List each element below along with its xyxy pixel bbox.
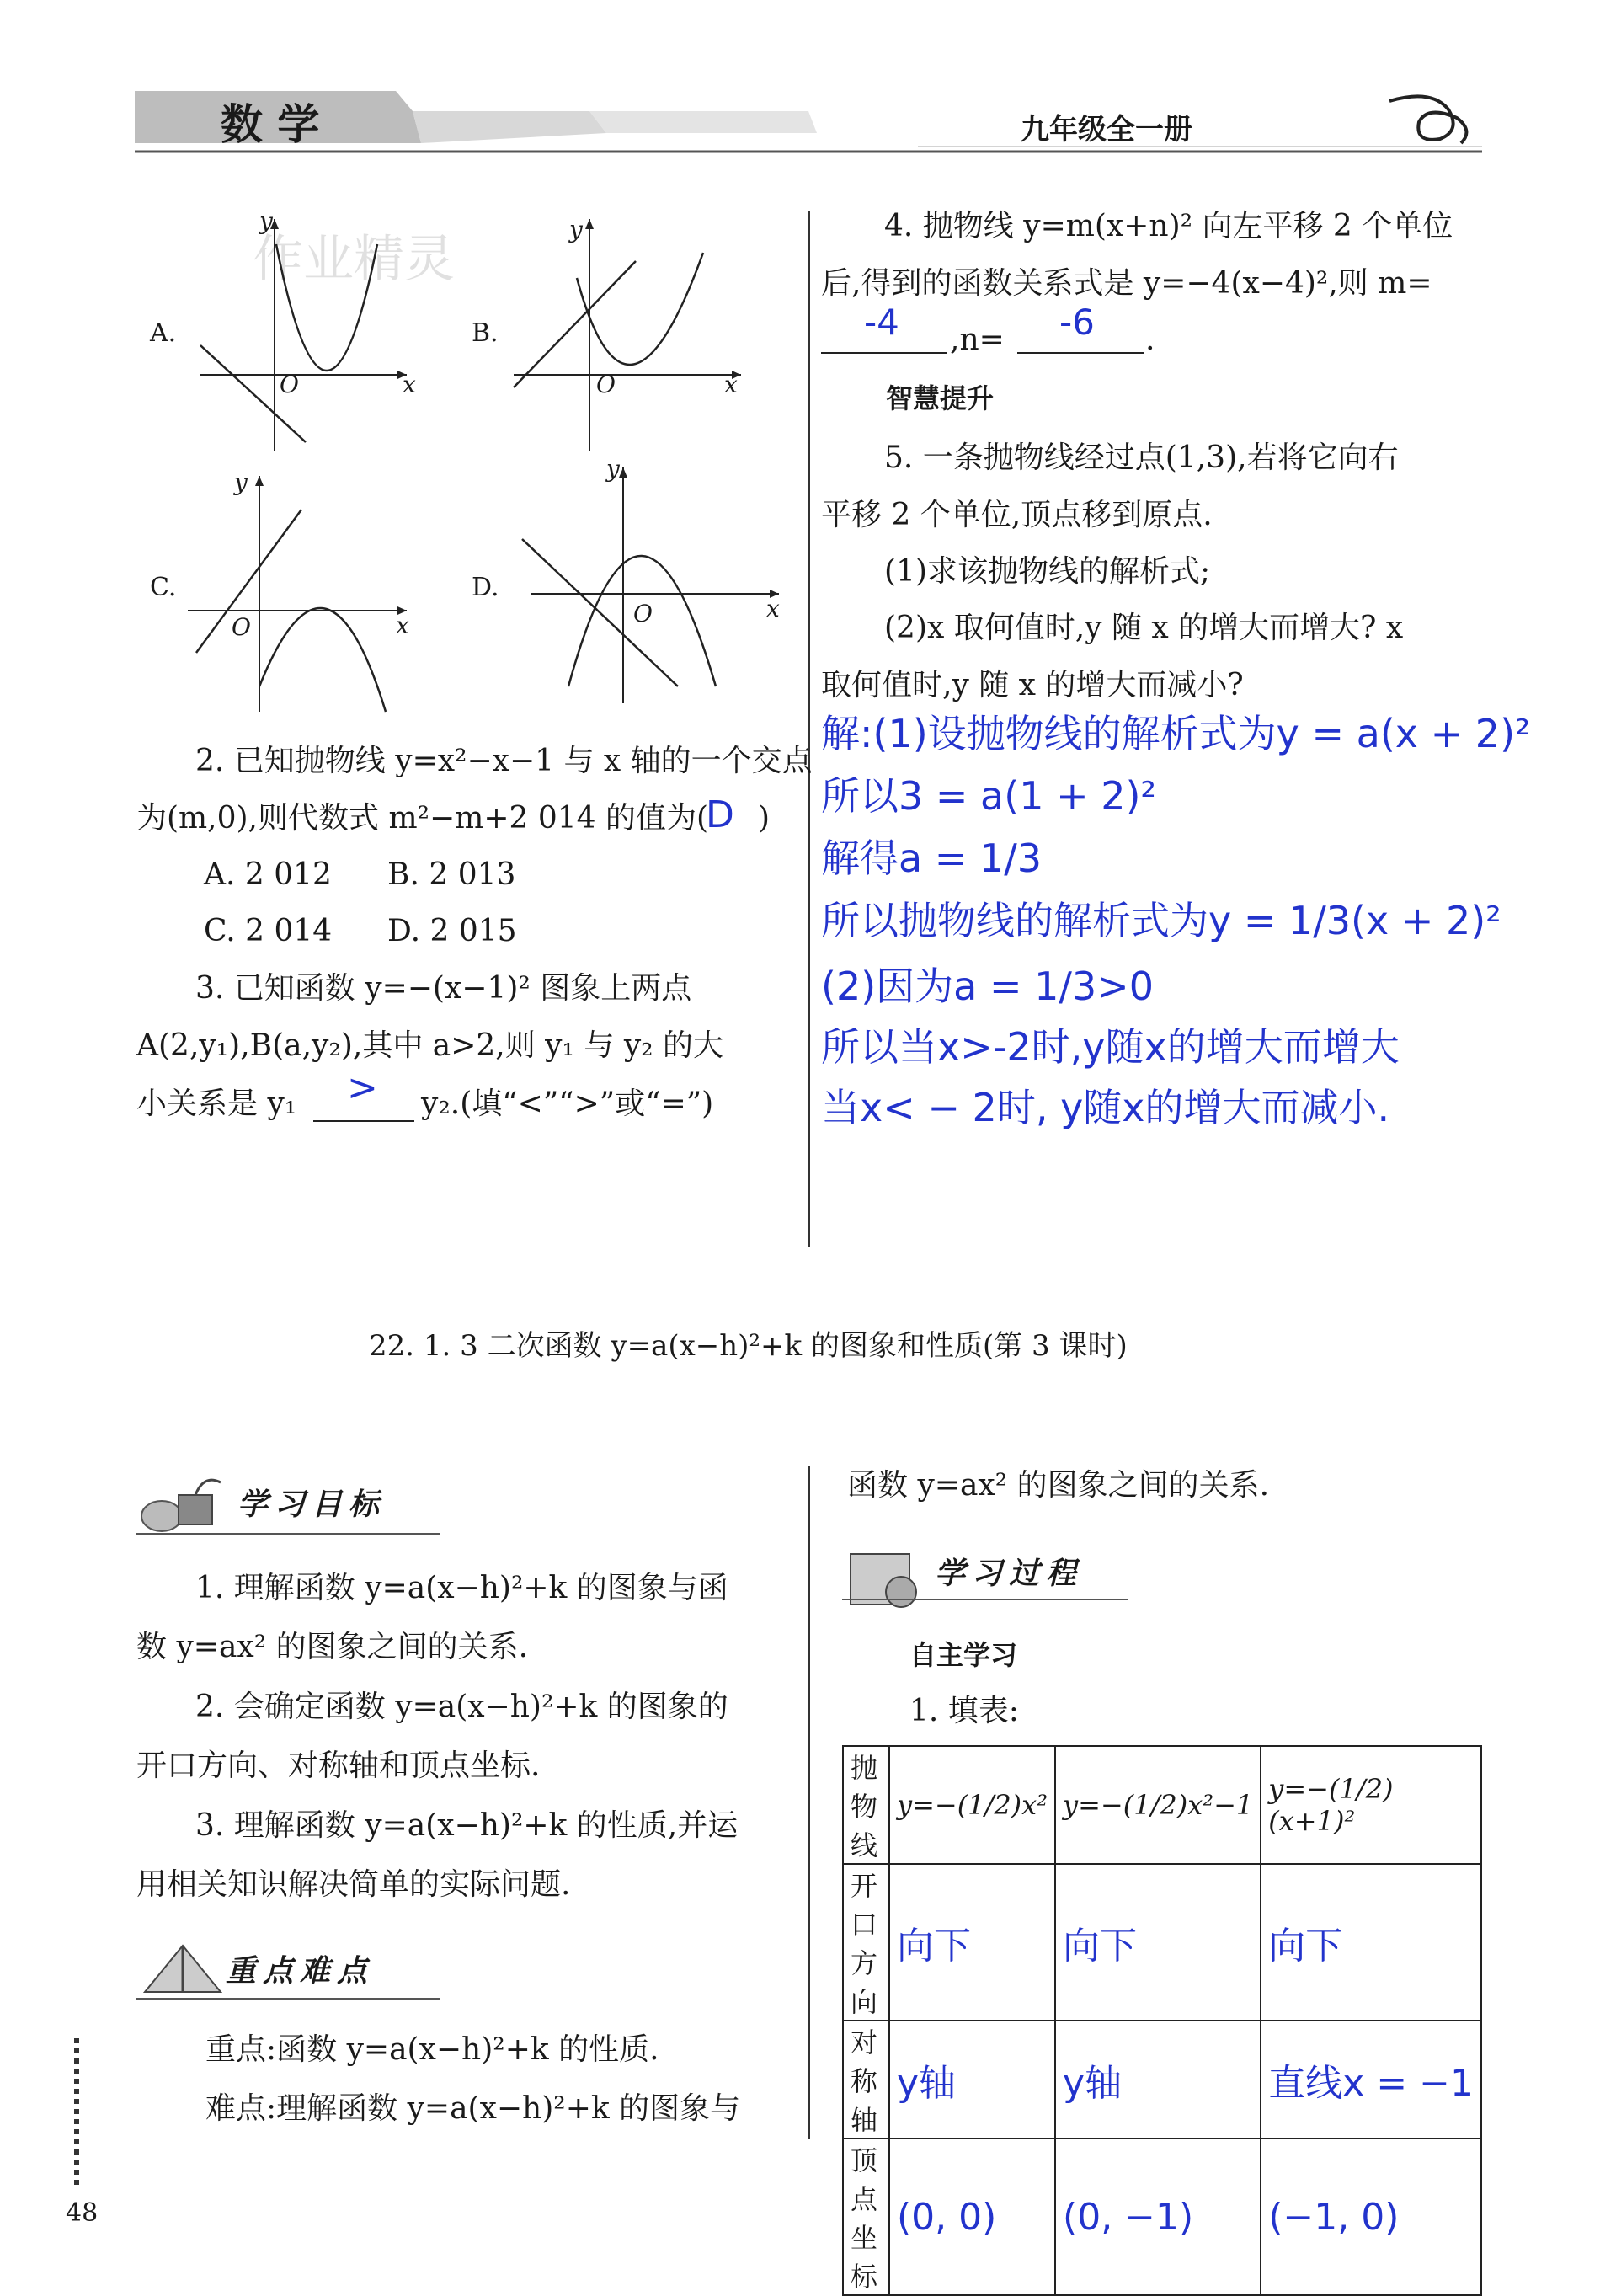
answer-cell: y轴: [1055, 2021, 1261, 2138]
solution-line-5: (2)因为a = 1/3>0: [821, 964, 1154, 1009]
q3-line2: A(2,y₁),B(a,y₂),其中 a>2,则 y₁ 与 y₂ 的大: [136, 1028, 724, 1063]
self-study-heading: 自主学习: [909, 1639, 1018, 1671]
solution-line-6: 所以当x>-2时,y随x的增大而增大: [821, 1024, 1400, 1070]
page-number: 48: [66, 2198, 99, 2228]
keypoints-underline: [136, 1998, 440, 2000]
watermark: 作业精灵: [253, 230, 455, 289]
answer-cell: (0, −1): [1055, 2138, 1261, 2295]
q3-answer: >: [347, 1066, 378, 1109]
option-a-origin: O: [280, 371, 299, 398]
q4-line2: 后,得到的函数关系式是 y=−4(x−4)²,则 m=: [821, 266, 1432, 301]
option-c-origin: O: [232, 613, 251, 641]
goals-title: 学习目标: [237, 1487, 387, 1522]
option-c-x: x: [396, 611, 409, 639]
q2-option-d: D. 2 015: [387, 914, 517, 948]
column-divider-lower: [808, 1466, 810, 2139]
fill-table: [842, 1745, 1482, 2296]
option-c-graph: [184, 467, 411, 720]
q2-line1: 2. 已知抛物线 y=x²−x−1 与 x 轴的一个交点: [195, 744, 813, 778]
option-b-graph: [509, 211, 745, 455]
table-row: [843, 2021, 1481, 2138]
goal-1b: 数 y=ax² 的图象之间的关系.: [136, 1630, 529, 1664]
q3-line1: 3. 已知函数 y=−(x−1)² 图象上两点: [195, 971, 692, 1006]
goal-3b: 用相关知识解决简单的实际问题.: [136, 1867, 571, 1902]
q4-blank-m: [821, 352, 947, 354]
solution-line-3: 解得a = 1/3: [821, 836, 1043, 881]
option-d-label: D.: [472, 573, 499, 602]
option-b-origin: O: [596, 371, 616, 398]
solution-line-7: 当x< − 2时, y随x的增大而减小.: [821, 1085, 1390, 1130]
q4-blank-n: [1017, 352, 1144, 354]
q4-answer-n: -6: [1059, 302, 1095, 343]
q2-option-c: C. 2 014: [204, 914, 333, 948]
q4-line1: 4. 抛物线 y=m(x+n)² 向左平移 2 个单位: [884, 209, 1453, 243]
table-header-row: [843, 1746, 1481, 1864]
option-d-y: y: [606, 455, 620, 483]
right-continuation: 函数 y=ax² 的图象之间的关系.: [847, 1468, 1270, 1503]
q2-option-b: B. 2 013: [387, 857, 516, 892]
option-c-y: y: [234, 468, 248, 496]
q5-line5: 取何值时,y 随 x 的增大而减小?: [821, 668, 1244, 702]
table-header-cell: 抛物线: [843, 1746, 889, 1864]
section-heading: 22. 1. 3 二次函数 y=a(x−h)²+k 的图象和性质(第 3 课时): [369, 1329, 1128, 1363]
q5-line1: 5. 一条抛物线经过点(1,3),若将它向右: [884, 441, 1399, 475]
q5-line2: 平移 2 个单位,顶点移到原点.: [821, 498, 1213, 532]
process-icon: [842, 1546, 935, 1613]
logo-swirl-icon: [1381, 84, 1482, 152]
option-a-graph: [192, 211, 411, 455]
keypoints-title: 重点难点: [226, 1954, 375, 1989]
option-d-graph: [514, 459, 783, 712]
goal-1a: 1. 理解函数 y=a(x−h)²+k 的图象与函: [195, 1571, 728, 1605]
answer-cell: (0, 0): [889, 2138, 1055, 2295]
solution-line-4: 所以抛物线的解析式为y = 1/3(x + 2)²: [821, 898, 1501, 943]
answer-cell: 向下: [1055, 1864, 1261, 2021]
q3-blank-line: [313, 1120, 414, 1122]
q2-close: ): [758, 801, 771, 836]
goal-3a: 3. 理解函数 y=a(x−h)²+k 的性质,并运: [195, 1808, 739, 1843]
table-header-cell: y=−(1/2)x²: [889, 1746, 1055, 1864]
table-row: [843, 1864, 1481, 2021]
keypoint-2: 难点:理解函数 y=a(x−h)²+k 的图象与: [205, 2091, 741, 2126]
goal-2b: 开口方向、对称轴和顶点坐标.: [136, 1749, 541, 1783]
margin-dots: [74, 2038, 79, 2190]
table-row: [843, 2138, 1481, 2295]
answer-cell: y轴: [889, 2021, 1055, 2138]
answer-cell: 直线x = −1: [1261, 2021, 1481, 2138]
row-label: 对称轴: [843, 2021, 889, 2138]
q2-answer: D: [706, 793, 734, 836]
q3-line3b: y₂.(填“<”“>”或“=”): [421, 1087, 714, 1121]
grade-label: 九年级全一册: [1021, 113, 1192, 147]
q2-line2: 为(m,0),则代数式 m²−m+2 014 的值为(: [136, 801, 709, 836]
option-c-label: C.: [150, 573, 177, 602]
column-divider: [808, 211, 810, 1247]
option-b-x: x: [724, 371, 738, 398]
q4-n-label: ,n=: [950, 323, 1005, 357]
solution-line-2: 所以3 = a(1 + 2)²: [821, 773, 1156, 819]
process-underline: [842, 1599, 1128, 1600]
solution-line-1: 解:(1)设抛物线的解析式为y = a(x + 2)²: [821, 711, 1531, 756]
option-d-origin: O: [633, 600, 653, 627]
row-label: 顶点坐标: [843, 2138, 889, 2295]
option-a-label: A.: [150, 318, 177, 348]
q5-line4: (2)x 取何值时,y 随 x 的增大而增大? x: [884, 611, 1404, 645]
subject-title: 数 学: [221, 100, 320, 149]
option-b-y: y: [569, 216, 583, 243]
q5-line3: (1)求该抛物线的解析式;: [884, 554, 1211, 589]
goals-icon: [136, 1470, 237, 1537]
zhihui-heading: 智慧提升: [886, 382, 995, 414]
goals-underline: [136, 1533, 440, 1535]
option-d-x: x: [766, 595, 780, 622]
table-header-cell: y=−(1/2)x²−1: [1055, 1746, 1261, 1864]
option-b-label: B.: [472, 318, 499, 348]
q4-answer-m: -4: [864, 302, 899, 343]
row-label: 开口方向: [843, 1864, 889, 2021]
option-a-x: x: [403, 371, 416, 398]
process-title: 学习过程: [935, 1556, 1084, 1591]
keypoints-icon: [136, 1929, 229, 2000]
option-a-y: y: [259, 207, 273, 235]
answer-cell: 向下: [1261, 1864, 1481, 2021]
fill-table-label: 1. 填表:: [909, 1694, 1019, 1728]
q4-end: .: [1145, 323, 1155, 357]
q3-line3a: 小关系是 y₁: [136, 1087, 297, 1121]
header-banner: [135, 84, 1499, 160]
keypoint-1: 重点:函数 y=a(x−h)²+k 的性质.: [205, 2032, 659, 2067]
q2-option-a: A. 2 012: [204, 857, 332, 892]
answer-cell: (−1, 0): [1261, 2138, 1481, 2295]
answer-cell: 向下: [889, 1864, 1055, 2021]
goal-2a: 2. 会确定函数 y=a(x−h)²+k 的图象的: [195, 1690, 728, 1724]
table-header-cell: y=−(1/2)(x+1)²: [1261, 1746, 1481, 1864]
